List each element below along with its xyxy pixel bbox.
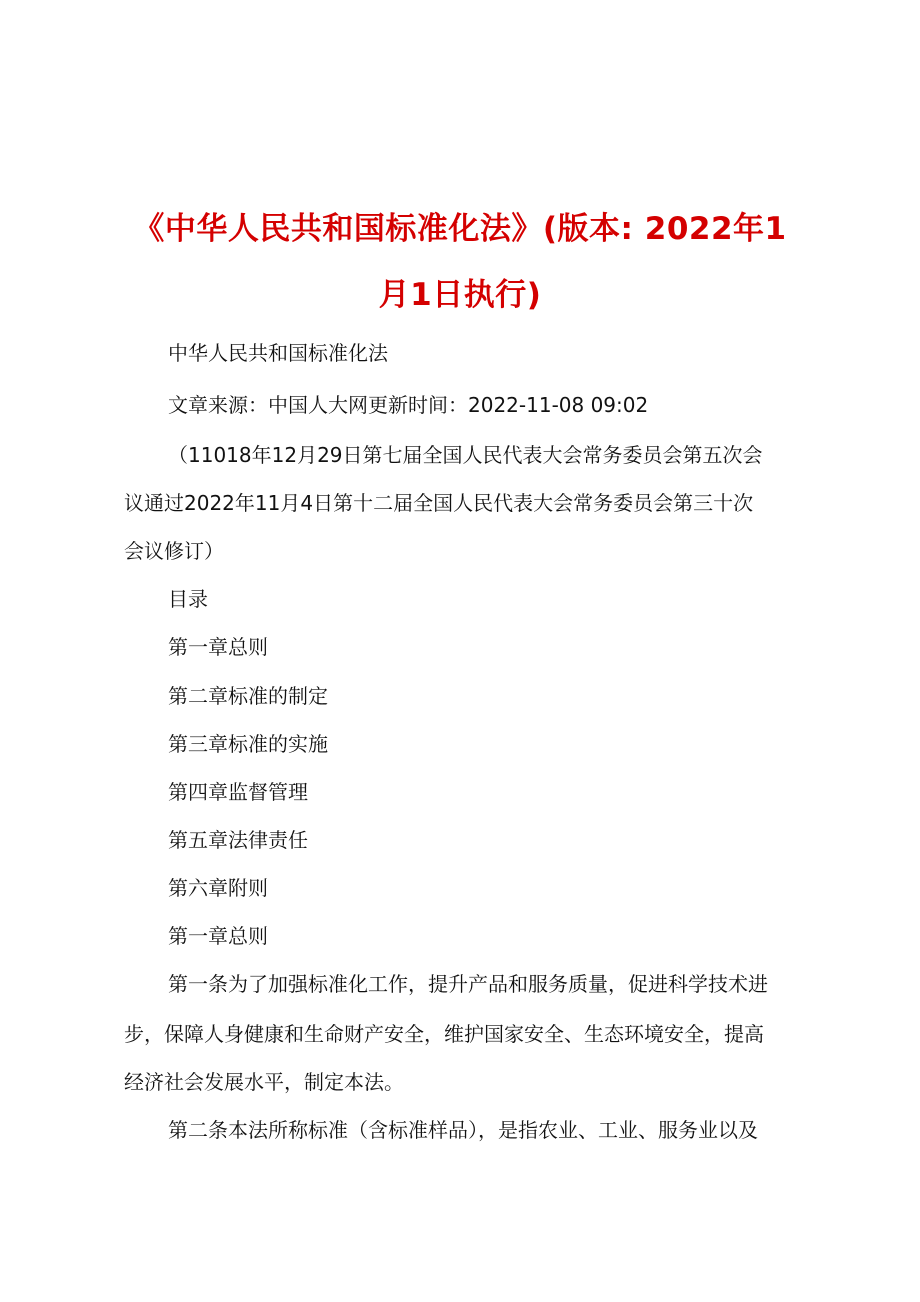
toc-item: 第三章标准的实施 (168, 732, 328, 756)
chapter-heading: 第一章总则 (168, 924, 268, 948)
toc-item: 第一章总则 (168, 635, 268, 659)
article-1-line-3: 经济社会发展水平，制定本法。 (124, 1070, 404, 1094)
toc-item: 第五章法律责任 (168, 828, 308, 852)
history-line-1: （11018年12月29日第七届全国人民代表大会常务委员会第五次会 (168, 443, 763, 467)
history-line-3: 会议修订） (124, 539, 224, 563)
toc-item: 第六章附则 (168, 876, 268, 900)
article-2-line-1: 第二条本法所称标准（含标准样品），是指农业、工业、服务业以及 (168, 1118, 758, 1142)
document-title (110, 196, 810, 328)
article-1-line-1: 第一条为了加强标准化工作，提升产品和服务质量，促进科学技术进 (168, 972, 768, 996)
toc-item: 第二章标准的制定 (168, 684, 328, 708)
toc-heading: 目录 (168, 587, 208, 611)
toc-item: 第四章监督管理 (168, 780, 308, 804)
law-name: 中华人民共和国标准化法 (168, 341, 388, 365)
source-line: 文章来源：中国人大网更新时间：2022-11-08 09:02 (168, 393, 649, 417)
title-line-2: 月1日执行) (378, 277, 542, 313)
history-line-2: 议通过2022年11月4日第十二届全国人民代表大会常务委员会第三十次 (124, 491, 754, 515)
title-line-1: 《中华人民共和国标准化法》(版本: 2022年1 (133, 211, 787, 247)
article-1-line-2: 步，保障人身健康和生命财产安全，维护国家安全、生态环境安全，提高 (124, 1022, 764, 1046)
